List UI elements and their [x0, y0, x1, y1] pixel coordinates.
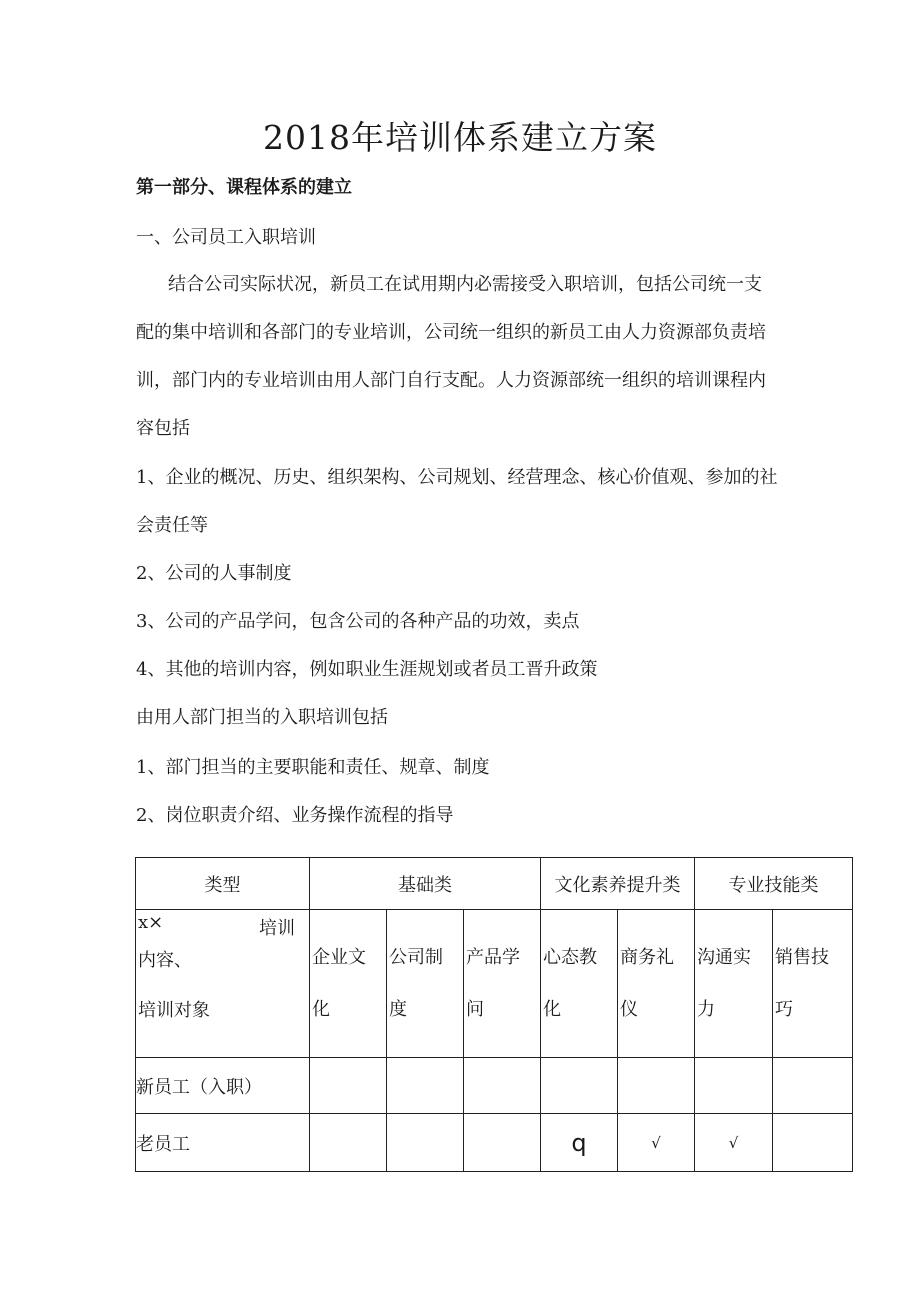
diagonal-header-cell: [136, 910, 310, 1058]
check-mark-cell: √: [618, 1114, 695, 1172]
course-name-line1: 销售技: [775, 946, 830, 968]
group-skill-header: 专业技能类: [695, 858, 853, 910]
group-basic-header: 基础类: [310, 858, 541, 910]
mark-cell: [695, 1058, 773, 1114]
course-name-line1: 企业文: [312, 946, 366, 968]
course-cell: [773, 910, 853, 1058]
paragraph-line-1: 结合公司实际状况，新员工在试用期内必需接受入职培训，包括公司统一支: [168, 274, 762, 295]
table-row: [136, 1114, 853, 1172]
course-name-line2: 化: [312, 998, 330, 1020]
course-name-line2: 度: [389, 998, 407, 1020]
list-item: 1、企业的概况、历史、组织架构、公司规划、经营理念、核心价值观、参加的社: [136, 467, 778, 488]
course-row: [136, 910, 853, 1058]
section-heading: 第一部分、课程体系的建立: [136, 177, 352, 198]
course-name-line1: 心态教: [543, 946, 598, 968]
row-label: 新员工（入职）: [136, 1058, 310, 1114]
course-name-line2: 仪: [620, 998, 639, 1020]
mark-cell: [310, 1114, 387, 1172]
list-item: 会责任等: [136, 515, 208, 536]
diag-line-2: 内容、: [138, 950, 192, 971]
course-name-line1: 沟通实: [697, 946, 752, 968]
course-name-line2: 巧: [775, 998, 794, 1020]
mark-cell: [773, 1058, 853, 1114]
group-culture-header: 文化素养提升类: [541, 858, 695, 910]
subheading: 一、公司员工入职培训: [136, 227, 316, 248]
mark-cell: q: [541, 1114, 618, 1172]
course-name-line2: 化: [543, 998, 562, 1020]
check-mark-cell: √: [695, 1114, 773, 1172]
course-cell: [310, 910, 387, 1058]
dept-intro: 由用人部门担当的入职培训包括: [136, 707, 388, 728]
diag-top-right: 培训: [259, 918, 295, 939]
diag-mark: x×: [138, 912, 164, 933]
list-item: 1、部门担当的主要职能和责任、规章、制度: [136, 757, 490, 778]
course-name-line1: 产品学: [466, 946, 520, 968]
mark-cell: [773, 1114, 853, 1172]
mark-cell: [387, 1058, 464, 1114]
list-item: 4、其他的培训内容，例如职业生涯规划或者员工晋升政策: [136, 659, 598, 680]
mark-cell: [618, 1058, 695, 1114]
paragraph-line-3: 训，部门内的专业培训由用人部门自行支配。人力资源部统一组织的培训课程内: [136, 370, 766, 391]
mark-cell: [387, 1114, 464, 1172]
course-cell: [387, 910, 464, 1058]
mark-cell: [310, 1058, 387, 1114]
list-item: 2、公司的人事制度: [136, 563, 292, 584]
course-name-line2: 问: [466, 998, 484, 1020]
table-header-row: [136, 858, 853, 910]
mark-cell: [464, 1058, 541, 1114]
course-name-line2: 力: [697, 998, 716, 1020]
course-cell: [695, 910, 773, 1058]
course-cell: [541, 910, 618, 1058]
course-cell: [464, 910, 541, 1058]
list-item: 3、公司的产品学问，包含公司的各种产品的功效，卖点: [136, 611, 580, 632]
list-item: 2、岗位职责介绍、业务操作流程的指导: [136, 805, 454, 826]
type-header: 类型: [136, 858, 310, 910]
diag-line-3: 培训对象: [138, 1000, 210, 1021]
course-cell: [618, 910, 695, 1058]
row-label: 老员工: [136, 1114, 310, 1172]
course-name-line1: 公司制: [389, 946, 443, 968]
paragraph-line-2: 配的集中培训和各部门的专业培训，公司统一组织的新员工由人力资源部负责培: [136, 322, 766, 343]
mark-cell: [464, 1114, 541, 1172]
training-table: [135, 857, 853, 1172]
paragraph-line-4: 容包括: [136, 418, 190, 439]
course-name-line1: 商务礼: [620, 946, 675, 968]
table-row: [136, 1058, 853, 1114]
mark-cell: [541, 1058, 618, 1114]
document-title: 2018年培训体系建立方案: [263, 118, 657, 157]
